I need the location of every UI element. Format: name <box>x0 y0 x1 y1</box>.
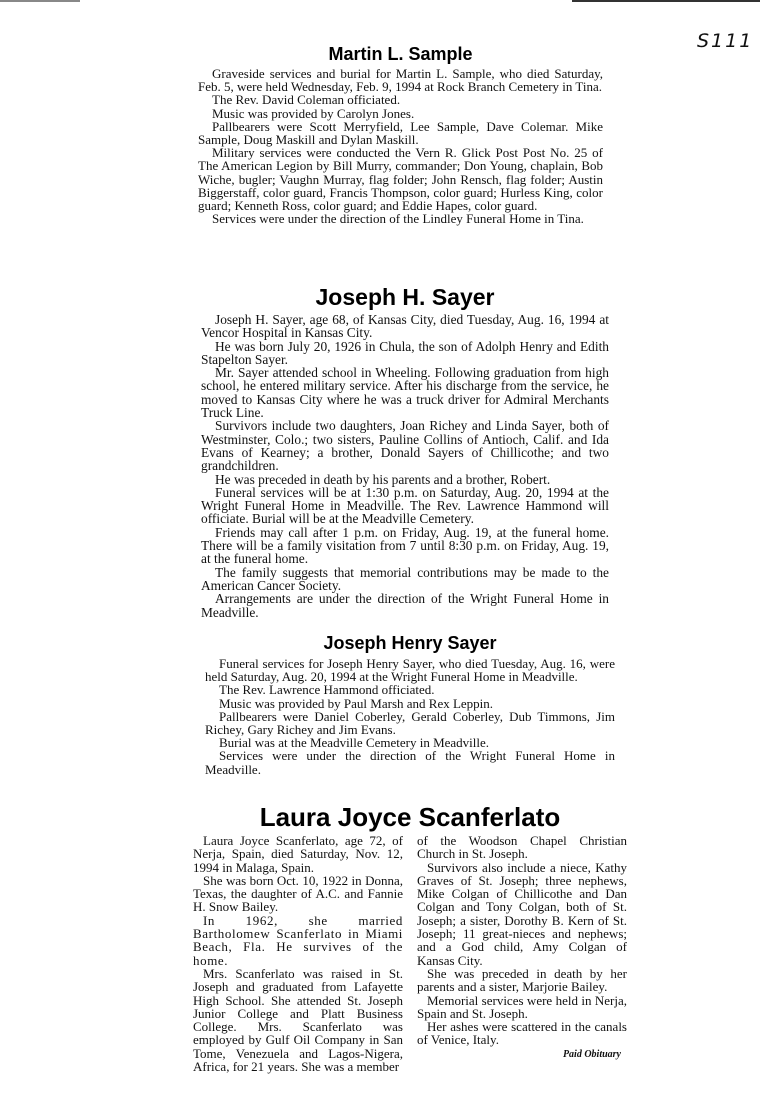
obituary-martin-l-sample <box>198 44 603 225</box>
obituary-headline: Martin L. Sample <box>328 44 473 64</box>
obituary-headline: Joseph Henry Sayer <box>323 633 497 653</box>
paragraph: Mr. Sayer attended school in Wheeling. Following graduation from high school, he entered military service. After his discharge from the service, he moved to Kansas City where he was a truck driver for Admiral Merchants Truck Line. <box>201 365 609 421</box>
paragraph: Her ashes were scattered in the canals of Venice, Italy. <box>417 1019 627 1048</box>
paragraph: In 1962, she married Bartholomew Scanferlato in Miami Beach, Fla. He survives of the home. <box>193 912 403 968</box>
paragraph: Joseph H. Sayer, age 68, of Kansas City, died Tuesday, Aug. 16, 1994 at Vencor Hospital in Kansas City. <box>201 312 609 341</box>
paragraph: The Rev. David Coleman officiated. <box>212 92 401 108</box>
paragraph: Friends may call after 1 p.m. on Friday, Aug. 19, at the funeral home. There will be a family visitation from 7 until 8:30 p.m. on Friday, Aug. 19, at the funeral home. <box>201 524 609 567</box>
obituary-columns <box>193 834 627 1073</box>
paragraph: Arrangements are under the direction of the Wright Funeral Home in Meadville. <box>201 591 609 620</box>
paragraph: Military services were conducted the Vern R. Glick Post Post No. 25 of The American Legion by Bill Murry, commander; Don Young, chaplain, Bob Wiche, bugler; Vaughn Murray, flag folder; John Rensch, flag folder; Austin Biggerstaff, color guard, Francis Thompson, color guard; Hurless King, color guard; Kenneth Ross, color guard; and Eddie Hapes, color guard. <box>198 145 603 214</box>
page-number: S111 <box>697 30 754 52</box>
paragraph: Services were under the direction of the Lindley Funeral Home in Tina. <box>212 211 584 227</box>
paragraph: Survivors include two daughters, Joan Richey and Linda Sayer, both of Westminster, Colo.; two sisters, Pauline Collins of Antioch, Calif. and Ida Evans of Kearney; a brother, Donald Sayers of Chillicothe; and two grandchildren. <box>201 418 609 474</box>
paragraph: Music was provided by Paul Marsh and Rex Leppin. <box>219 695 494 711</box>
paragraph: She was preceded in death by her parents and a sister, Marjorie Bailey. <box>417 965 627 995</box>
paragraph: Mrs. Scanferlato was raised in St. Joseph and graduated from Lafayette High School. She attended St. Joseph Junior College and Platt Business College. Mrs. Scanferlato was employed by Gulf Oil Company in San Tome, Venezuela and Lagos-Nigera, Africa, for 21 years. She was a member <box>193 965 403 1075</box>
paragraph: Funeral services will be at 1:30 p.m. on Saturday, Aug. 20, 1994 at the Wright Funeral Home in Meadville. The Rev. Lawrence Hammond will officiate. Burial will be at the Meadville Cemetery. <box>201 484 609 527</box>
paragraph: Burial was at the Meadville Cemetery in Meadville. <box>219 735 490 751</box>
obituary-body <box>201 313 609 619</box>
paragraph: The family suggests that memorial contributions may be made to the American Cancer Society. <box>201 564 609 593</box>
paragraph: Pallbearers were Daniel Coberley, Gerald Coberley, Dub Timmons, Jim Richey, Gary Richey and Jim Evans. <box>205 708 615 738</box>
paragraph: The Rev. Lawrence Hammond officiated. <box>219 682 435 698</box>
paragraph: Services were under the direction of the Wright Funeral Home in Meadville. <box>205 748 615 777</box>
obituary-laura-joyce-scanferlato <box>193 802 627 1073</box>
paragraph: Graveside services and burial for Martin L. Sample, who died Saturday, Feb. 5, were held Wednesday, Feb. 9, 1994 at Rock Branch Cemetery in Tina. <box>198 66 603 95</box>
obituary-headline: Laura Joyce Scanferlato <box>259 802 561 832</box>
paragraph: He was born July 20, 1926 in Chula, the son of Adolph Henry and Edith Stapelton Sayer. <box>201 338 609 367</box>
obituary-body <box>198 67 603 225</box>
left-column <box>193 834 403 1073</box>
paragraph: Laura Joyce Scanferlato, age 72, of Nerja, Spain, died Saturday, Nov. 12, 1994 in Malaga, Spain. <box>193 833 403 875</box>
scan-edge-line-right <box>572 0 760 2</box>
obituary-body <box>205 657 615 776</box>
paragraph: He was preceded in death by his parents and a brother, Robert. <box>215 471 551 487</box>
paragraph: She was born Oct. 10, 1922 in Donna, Texas, the daughter of A.C. and Fannie H. Snow Bailey. <box>193 872 403 915</box>
paid-obituary-signature: Paid Obituary <box>562 1048 621 1060</box>
obituary-joseph-henry-sayer <box>205 633 615 776</box>
right-column <box>417 834 627 1073</box>
paragraph: Pallbearers were Scott Merryfield, Lee Sample, Dave Colemar. Mike Sample, Doug Maskill and Dylan Maskill. <box>198 118 603 148</box>
paragraph: Memorial services were held in Nerja, Spain and St. Joseph. <box>417 992 627 1021</box>
obituary-joseph-h-sayer <box>201 284 609 619</box>
paragraph: Survivors also include a niece, Kathy Graves of St. Joseph; three nephews, Mike Colgan of Chillicothe and Dan Colgan and Tony Colgan, both of St. Joseph; a sister, Dorothy B. Kern of St. Joseph; 11 great-nieces and nephews; and a God child, Amy Colgan of Kansas City. <box>417 859 627 968</box>
paragraph: of the Woodson Chapel Christian Church in St. Joseph. <box>417 833 627 862</box>
paragraph: Funeral services for Joseph Henry Sayer, who died Tuesday, Aug. 16, were held Saturday, Aug. 20, 1994 at the Wright Funeral Home in Meadville. <box>205 656 615 685</box>
scan-edge-line-left <box>0 0 80 2</box>
obituary-headline: Joseph H. Sayer <box>315 284 495 310</box>
paragraph: Music was provided by Carolyn Jones. <box>212 105 415 121</box>
